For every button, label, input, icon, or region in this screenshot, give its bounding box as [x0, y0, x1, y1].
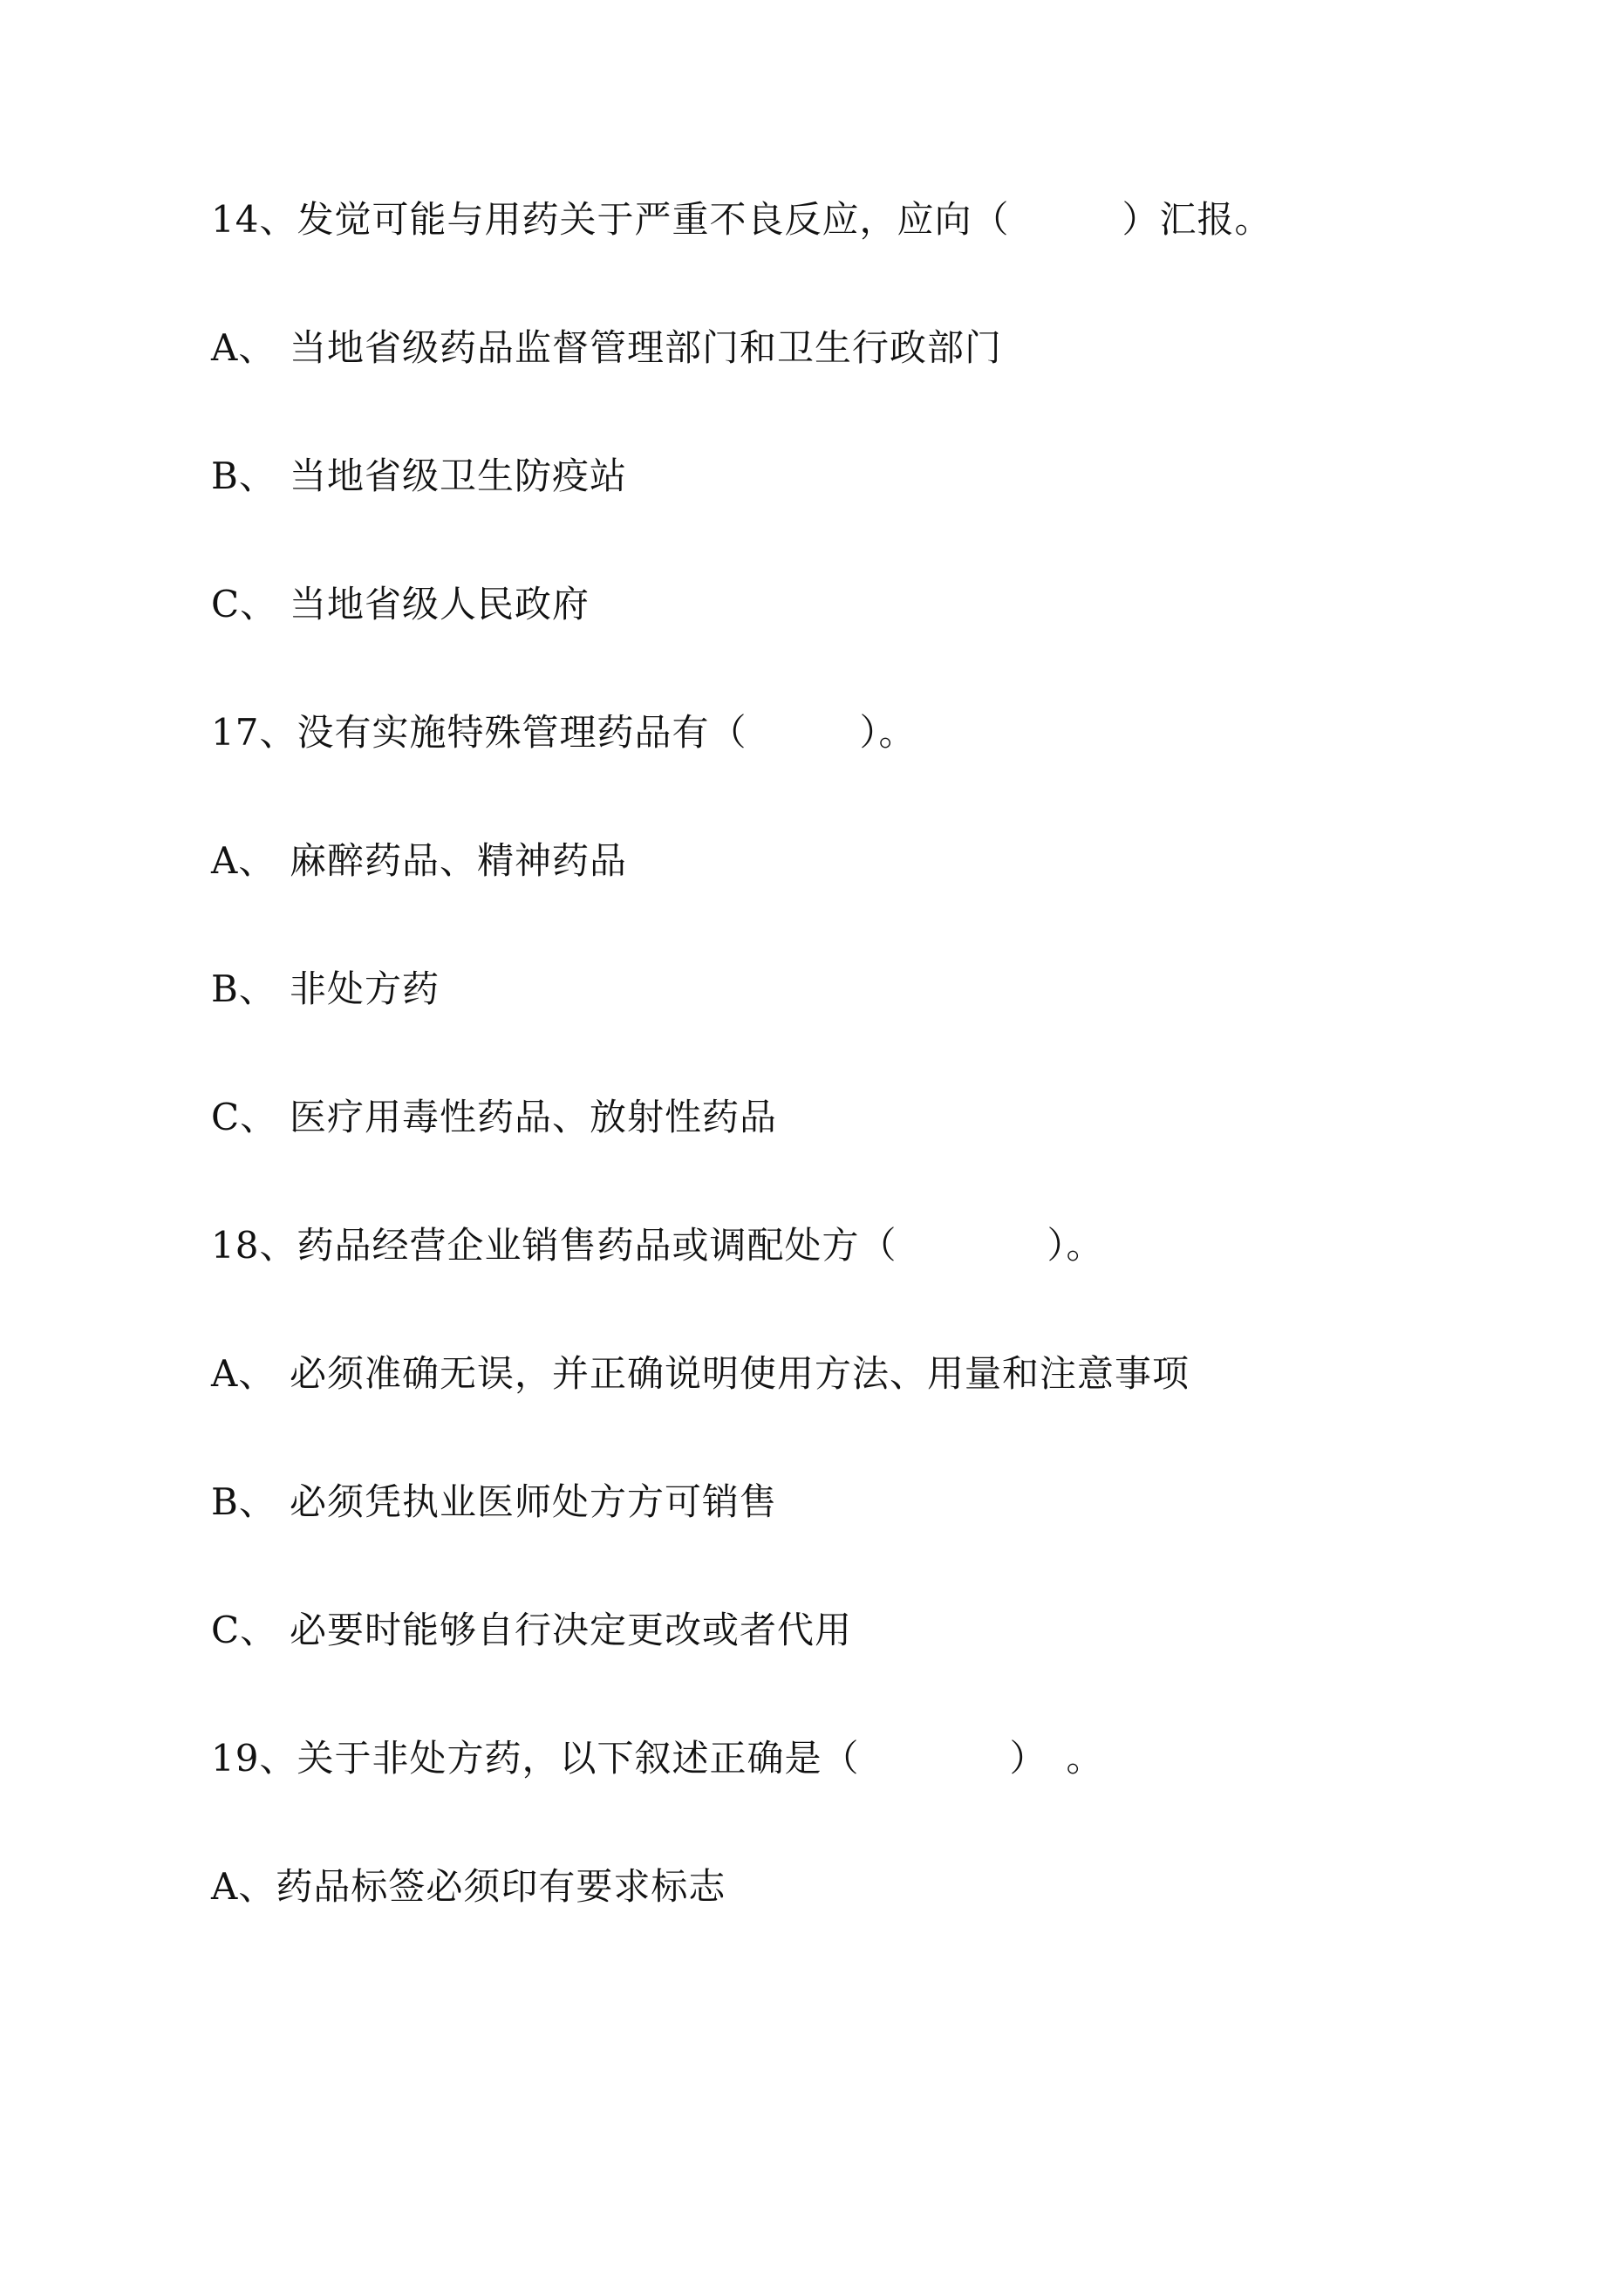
option-text: 麻醉药品、精神药品 [290, 839, 628, 882]
option-text: 必须准确无误，并正确说明使用方法、用量和注意事项 [290, 1352, 1190, 1395]
question-17-option-c [211, 1091, 777, 1144]
option-text: 当地省级人民政府 [290, 583, 590, 625]
option-text: 当地省级药品监督管理部门和卫生行政部门 [290, 326, 1003, 369]
question-14-option-c [211, 578, 590, 631]
question-17-option-b [211, 963, 440, 1015]
option-text: 医疗用毒性药品、放射性药品 [290, 1096, 778, 1138]
question-18-option-a [211, 1348, 1190, 1400]
option-letter: B、 [211, 1480, 276, 1523]
option-text: 非处方药 [290, 967, 440, 1010]
question-18-option-b [211, 1476, 777, 1528]
question-14-stem: 14、发觉可能与用药关于严重不良反应，应向（ ）汇报。 [211, 198, 1272, 241]
option-letter: C、 [211, 1096, 278, 1138]
option-text: 当地省级卫生防疫站 [290, 454, 628, 497]
option-letter: C、 [211, 583, 278, 625]
question-17-stem: 17、没有实施特殊管理药品有（ ）。 [211, 711, 917, 754]
option-letter: A、 [211, 1352, 276, 1395]
option-text: 必须凭执业医师处方方可销售 [290, 1480, 778, 1523]
question-17-option-a [211, 835, 627, 887]
option-letter: B、 [211, 967, 276, 1010]
option-letter: A、 [211, 326, 276, 369]
option-letter: B、 [211, 454, 276, 497]
question-14-option-a [211, 322, 1002, 374]
question-18-stem: 18、药品经营企业销售药品或调配处方（ ）。 [211, 1224, 1104, 1267]
option-text: 必要时能够自行决定更改或者代用 [290, 1609, 853, 1651]
option-letter: A、 [211, 839, 276, 882]
question-19-stem: 19、关于非处方药，以下叙述正确是（ ） 。 [211, 1737, 1104, 1780]
question-14-option-b [211, 450, 627, 502]
question-18-option-c [211, 1604, 852, 1657]
question-19-option-a: A、药品标签必须印有要求标志 [211, 1865, 726, 1908]
option-letter: C、 [211, 1609, 278, 1651]
